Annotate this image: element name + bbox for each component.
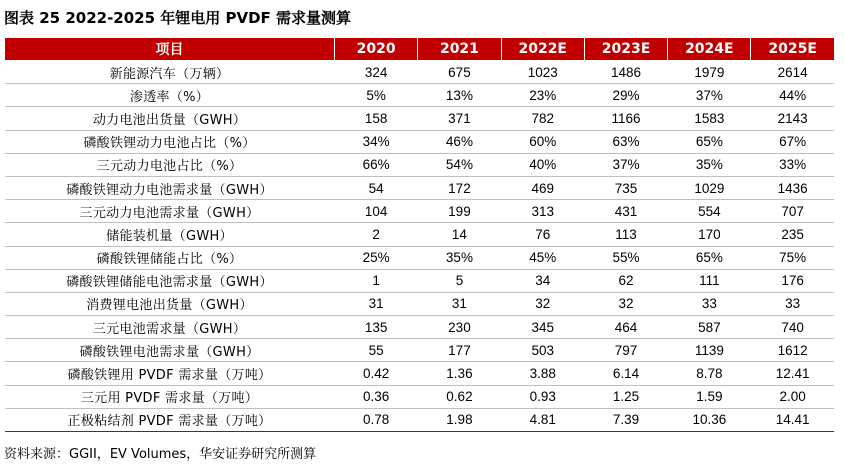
row-label: 正极粘结剂 PVDF 需求量（万吨） <box>5 408 335 431</box>
table-cell: 1023 <box>501 61 584 84</box>
table-row <box>5 200 835 223</box>
table-cell: 0.42 <box>335 362 418 385</box>
table-cell: 37% <box>668 84 751 107</box>
table-cell: 158 <box>335 107 418 130</box>
table-cell: 2 <box>335 223 418 246</box>
table-cell: 1.98 <box>418 408 501 431</box>
row-label: 新能源汽车（万辆） <box>5 61 335 84</box>
table-cell: 313 <box>501 200 584 223</box>
table-cell: 45% <box>501 246 584 269</box>
table-row <box>5 339 835 362</box>
table-cell: 1166 <box>584 107 667 130</box>
table-cell: 65% <box>668 130 751 153</box>
table-cell: 587 <box>668 316 751 339</box>
table-cell: 431 <box>584 200 667 223</box>
table-cell: 67% <box>751 130 834 153</box>
table-body <box>5 61 835 432</box>
table-cell: 8.78 <box>668 362 751 385</box>
table-cell: 554 <box>668 200 751 223</box>
table-cell: 54 <box>335 176 418 199</box>
table-cell: 1 <box>335 269 418 292</box>
row-label: 磷酸铁锂储能占比（%） <box>5 246 335 269</box>
row-label: 三元动力电池占比（%） <box>5 153 335 176</box>
table-cell: 75% <box>751 246 834 269</box>
row-label: 动力电池出货量（GWH） <box>5 107 335 130</box>
row-label: 三元电池需求量（GWH） <box>5 316 335 339</box>
table-row <box>5 61 835 84</box>
figure-title: 图表 25 2022-2025 年锂电用 PVDF 需求量测算 <box>4 9 352 27</box>
table-cell: 345 <box>501 316 584 339</box>
table-cell: 37% <box>584 153 667 176</box>
table-cell: 469 <box>501 176 584 199</box>
table-cell: 34% <box>335 130 418 153</box>
table-cell: 33% <box>751 153 834 176</box>
table-cell: 199 <box>418 200 501 223</box>
table-row <box>5 223 835 246</box>
table-cell: 10.36 <box>668 408 751 431</box>
table-row <box>5 153 835 176</box>
table-cell: 797 <box>584 339 667 362</box>
table-cell: 0.93 <box>501 385 584 408</box>
table-cell: 33 <box>751 292 834 315</box>
table-row <box>5 385 835 408</box>
table-cell: 1612 <box>751 339 834 362</box>
table-cell: 3.88 <box>501 362 584 385</box>
table-row <box>5 130 835 153</box>
table-cell: 29% <box>584 84 667 107</box>
table-cell: 1139 <box>668 339 751 362</box>
table-cell: 65% <box>668 246 751 269</box>
table-cell: 14 <box>418 223 501 246</box>
table-cell: 62 <box>584 269 667 292</box>
table-cell: 32 <box>501 292 584 315</box>
table-cell: 782 <box>501 107 584 130</box>
table-cell: 5% <box>335 84 418 107</box>
row-label: 磷酸铁锂储能电池需求量（GWH） <box>5 269 335 292</box>
table-row <box>5 84 835 107</box>
table-cell: 707 <box>751 200 834 223</box>
table-cell: 104 <box>335 200 418 223</box>
table-row <box>5 292 835 315</box>
table-cell: 235 <box>751 223 834 246</box>
row-label: 磷酸铁锂用 PVDF 需求量（万吨） <box>5 362 335 385</box>
table-cell: 14.41 <box>751 408 834 431</box>
table-cell: 34 <box>501 269 584 292</box>
table-cell: 4.81 <box>501 408 584 431</box>
table-cell: 25% <box>335 246 418 269</box>
row-label: 消费锂电池出货量（GWH） <box>5 292 335 315</box>
table-header-row <box>5 38 835 61</box>
pvdf-demand-table <box>4 37 835 432</box>
row-label: 磷酸铁锂电池需求量（GWH） <box>5 339 335 362</box>
table-cell: 31 <box>335 292 418 315</box>
table-cell: 12.41 <box>751 362 834 385</box>
table-cell: 503 <box>501 339 584 362</box>
row-label: 储能装机量（GWH） <box>5 223 335 246</box>
table-cell: 60% <box>501 130 584 153</box>
table-cell: 44% <box>751 84 834 107</box>
column-header-year: 2020 <box>335 38 418 61</box>
table-cell: 371 <box>418 107 501 130</box>
table-cell: 1.59 <box>668 385 751 408</box>
table-cell: 740 <box>751 316 834 339</box>
table-cell: 1583 <box>668 107 751 130</box>
source-note: 资料来源：GGII，EV Volumes，华安证券研究所测算 <box>4 447 317 462</box>
row-label: 磷酸铁锂动力电池占比（%） <box>5 130 335 153</box>
table-cell: 172 <box>418 176 501 199</box>
table-cell: 2143 <box>751 107 834 130</box>
table-cell: 113 <box>584 223 667 246</box>
row-label: 渗透率（%） <box>5 84 335 107</box>
table-cell: 324 <box>335 61 418 84</box>
table-cell: 7.39 <box>584 408 667 431</box>
table-cell: 0.36 <box>335 385 418 408</box>
table-cell: 55 <box>335 339 418 362</box>
table-cell: 735 <box>584 176 667 199</box>
table-cell: 54% <box>418 153 501 176</box>
table-cell: 1.36 <box>418 362 501 385</box>
row-label: 磷酸铁锂动力电池需求量（GWH） <box>5 176 335 199</box>
table-cell: 1979 <box>668 61 751 84</box>
column-header-item: 项目 <box>5 38 335 61</box>
table-cell: 1436 <box>751 176 834 199</box>
table-cell: 76 <box>501 223 584 246</box>
table-row <box>5 246 835 269</box>
column-header-year: 2025E <box>751 38 834 61</box>
table-row <box>5 107 835 130</box>
table-cell: 31 <box>418 292 501 315</box>
table-cell: 0.78 <box>335 408 418 431</box>
column-header-year: 2024E <box>668 38 751 61</box>
table-cell: 63% <box>584 130 667 153</box>
table-cell: 32 <box>584 292 667 315</box>
table-cell: 111 <box>668 269 751 292</box>
table-cell: 40% <box>501 153 584 176</box>
table-cell: 176 <box>751 269 834 292</box>
table-cell: 170 <box>668 223 751 246</box>
table-cell: 1486 <box>584 61 667 84</box>
table-cell: 33 <box>668 292 751 315</box>
column-header-year: 2021 <box>418 38 501 61</box>
table-cell: 35% <box>668 153 751 176</box>
table-cell: 5 <box>418 269 501 292</box>
table-cell: 0.62 <box>418 385 501 408</box>
table-row <box>5 269 835 292</box>
row-label: 三元用 PVDF 需求量（万吨） <box>5 385 335 408</box>
table-cell: 6.14 <box>584 362 667 385</box>
table-row <box>5 362 835 385</box>
table-cell: 2.00 <box>751 385 834 408</box>
table-cell: 13% <box>418 84 501 107</box>
table-cell: 177 <box>418 339 501 362</box>
table-cell: 66% <box>335 153 418 176</box>
table-cell: 464 <box>584 316 667 339</box>
column-header-year: 2022E <box>501 38 584 61</box>
column-header-year: 2023E <box>584 38 667 61</box>
table-cell: 2614 <box>751 61 834 84</box>
table-cell: 135 <box>335 316 418 339</box>
table-cell: 675 <box>418 61 501 84</box>
row-label: 三元动力电池需求量（GWH） <box>5 200 335 223</box>
table-cell: 55% <box>584 246 667 269</box>
table-row <box>5 316 835 339</box>
table-row <box>5 176 835 199</box>
table-row <box>5 408 835 431</box>
table-cell: 46% <box>418 130 501 153</box>
table-cell: 35% <box>418 246 501 269</box>
table-cell: 23% <box>501 84 584 107</box>
table-cell: 230 <box>418 316 501 339</box>
table-cell: 1029 <box>668 176 751 199</box>
table-cell: 1.25 <box>584 385 667 408</box>
